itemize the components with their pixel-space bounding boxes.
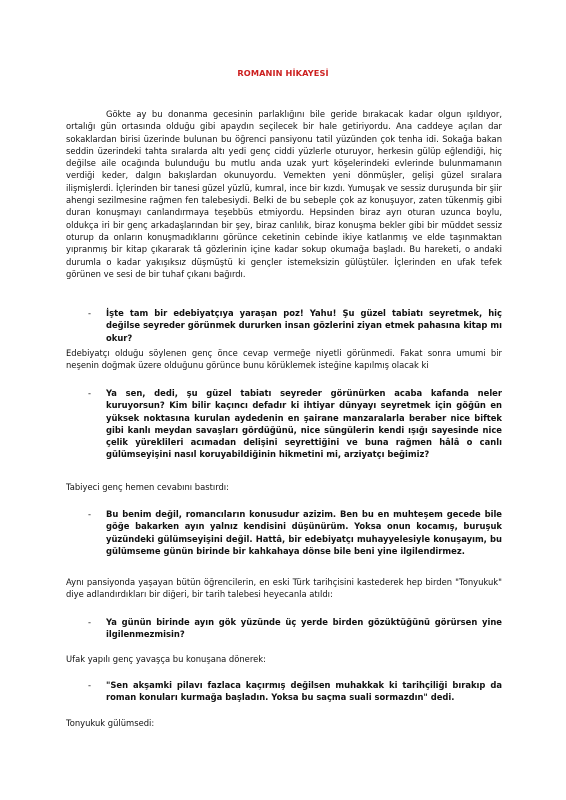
document-title: ROMANIN HİKAYESİ (237, 68, 329, 78)
dialog-1: İşte tam bir edebiyatçıya yaraşan poz! Yahu! Şu güzel tabiatı seyretmek, hiç değilse seyreder görünmek dururken insan gözlerini ziyan etmek pahasına kitap mı okur? (106, 308, 502, 343)
dialog-dash-3: - (88, 509, 92, 519)
dialog-4: Ya günün birinde ayın gök yüzünde üç yerde birden gözüktüğünü görürsen yine ilgilenmezmisin? (106, 617, 502, 640)
paragraph-3: Tabiyeci genç hemen cevabını bastırdı: (66, 482, 229, 492)
paragraph-2: Edebiyatçı olduğu söylenen genç önce cevap vermeğe niyetli görünmedi. Fakat sonra umumi bir neşenin doğmak üzere olduğunu görünce bunu körüklemek isteğine kapılmış olacak ki (66, 348, 502, 371)
dialog-3: Bu benim değil, romancıların konusudur azizim. Ben bu en muhteşem gecede bile göğe bakarken ayın yalnız kendisini düşünürüm. Yoksa onun kocamış, buruşuk yüzündeki gülümseyişini değil. Hattâ, bir edebiyatçı muhayyelesiyle konuşayım, bu gülümseme günün birinde bir kahkahaya dönse bile beni yine ilgilendirmez. (106, 509, 502, 556)
paragraph-4: Aynı pansiyonda yaşayan bütün öğrencilerin, en eski Türk tarihçisini kastederek hep birden "Tonyukuk" diye adlandırdıkları bir diğeri, bir tarih talebesi heyecanla atıldı: (66, 577, 502, 600)
dialog-5: "Sen akşamki pilavı fazlaca kaçırmış değilsen muhakkak ki tarihçiliği bırakıp da roman konuları kurmağa başladın. Yoksa bu saçma suali sormazdın" dedi. (106, 680, 502, 703)
paragraph-6: Tonyukuk gülümsedi: (66, 718, 155, 728)
paragraph-1: Gökte ay bu donanma gecesinin parlaklığını bile geride bırakacak kadar olgun ışıldıyor, ortalığı gün ortasında olduğu gibi apaydın seçilecek bir hale getiriyordu. Ana caddeye açılan dar sokaklardan birisi üzerinde bulunan bu öğrenci pansiyonu tatil yüzünden çok tenha idi. Sokağa bakan seddin üzerindeki tahta sıralarda altı yedi genç ciddi yüzlerle oturuyor, herkesin gülüp eğlendiği, hiç değilse aile ocağında bulunduğu bu mutlu anda uzak yurt köşelerindeki evlerinde bulunmamanın verdiği keder, dalgın bakışlardan okunuyordu. Vemekten yeni dönmüşler, gelişi güzel sıralara ilişmişlerdi. İçlerinden bir tanesi güzel yüzlü, kumral, ince bir kızdı. Yumuşak ve sessiz duruşunda bir şiir ahengi sezilmesine rağmen fen talebesiydi. Belki de bu sebeple çok az konuşuyor, zaten tükenmiş gibi duran konuşmayı canlandırmaya teşebbüs etmiyordu. Hepsinden biraz ayrı oturan uzunca boylu, oldukça iri bir genç arkadaşlarından bir şey, biraz canlılık, biraz konuşma bekler gibi bir müddet sessiz oturup da onların konuşmadıklarını görünce ceketinin cebinde ikiye katlanmış ve elde taşınmaktan yıpranmış bir kitap çıkararak tâ gözlerinin içine kadar sokup okumağa başladı. Bu hareketi, o andaki durumla o kadar yakışıksız düşmüştü ki gençler istemeksizin gülüştüler. İçlerinden en ufak tefek görünen ve sesi de bir tuhaf çıkanı bağırdı. (66, 109, 502, 279)
dialog-dash-4: - (88, 617, 92, 627)
paragraph-5: Ufak yapılı genç yavaşça bu konuşana dönerek: (66, 654, 266, 664)
dialog-2: Ya sen, dedi, şu güzel tabiatı seyreder görünürken acaba kafanda neler kuruyorsun? Kim bilir kaçıncı defadır ki ihtiyar dünyayı seyretmek için göğün en yüksek noktasına kurulan aydedenin en şairane manzaralarla beraber nice biftek gibi kanlı meydan savaşları gördüğünü, nice süngülerin kendi ışığı sayesinde nice çelik yüreklileri acımadan delişini seyrettiğini ve buna rağmen hâlâ o canlı gülümseyişini nasıl koruyabildiğinin hikmetini mi, arziyatçı beğimiz? (106, 388, 502, 460)
dialog-dash-1: - (88, 308, 92, 318)
dialog-dash-5: - (88, 680, 92, 690)
dialog-dash-2: - (88, 388, 92, 398)
